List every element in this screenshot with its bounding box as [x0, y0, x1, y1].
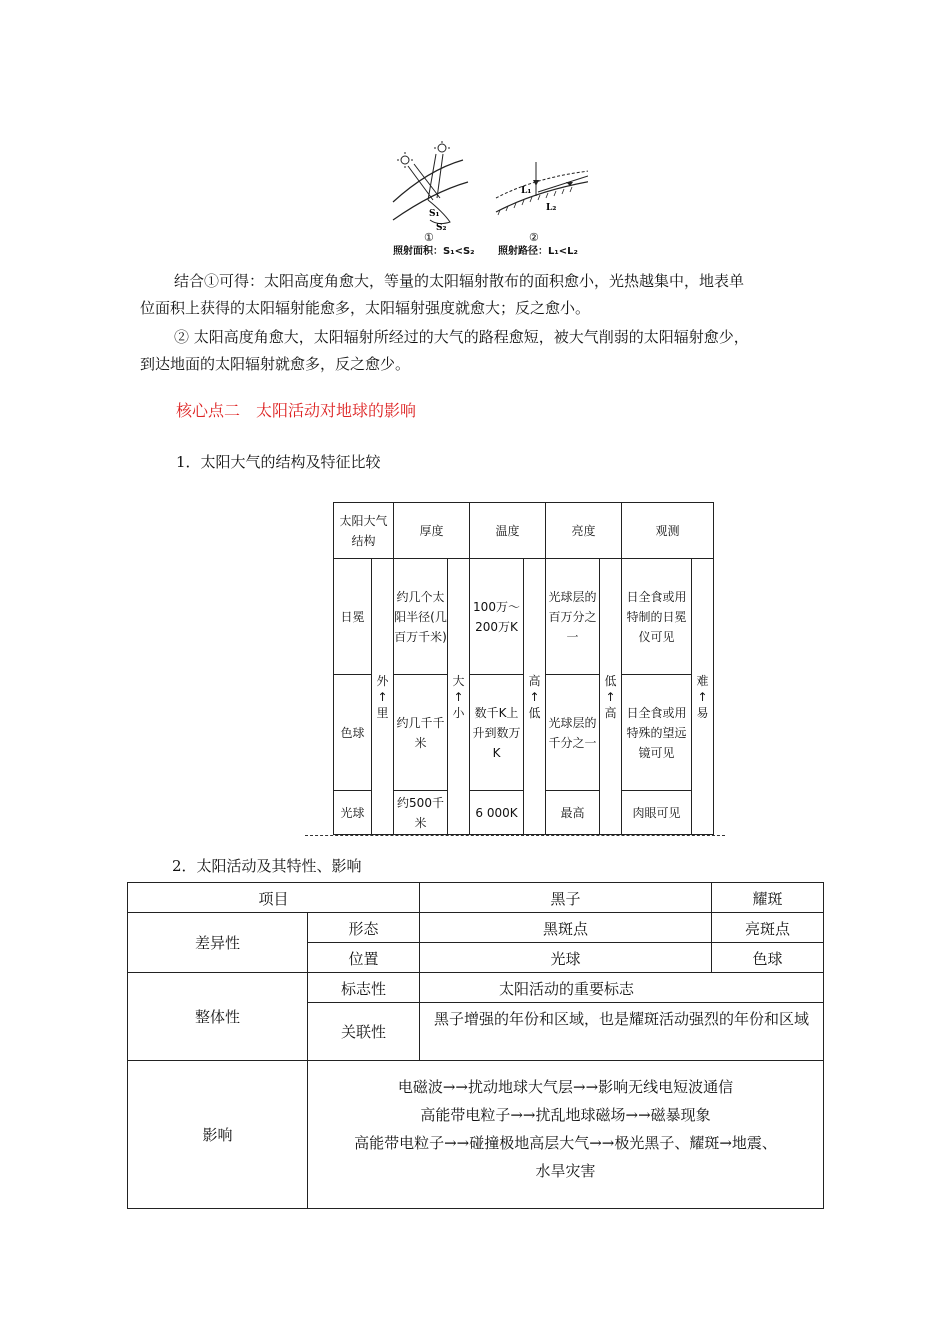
l2-label: L₂: [546, 203, 557, 213]
header-item: 项目: [128, 883, 420, 913]
arrow-high-low: 高↑低: [524, 559, 546, 835]
mark-label: 标志性: [308, 973, 420, 1003]
row-chromosphere-thickness: 约几千千米: [394, 675, 448, 791]
relation-text: 黑子增强的年份和区域，也是耀斑活动强烈的年份和区域: [420, 1003, 824, 1061]
impact-line-4: 水旱灾害: [535, 1162, 596, 1180]
arrow-low-high: 低↑高: [600, 559, 622, 835]
arrow-outer-inner: 外↑里: [372, 559, 394, 835]
row-chromosphere-bright: 光球层的千分之一: [546, 675, 600, 791]
p2-line1: ② 太阳高度角愈大，太阳辐射所经过的大气的路程愈短，被大气削弱的太阳辐射愈少，: [174, 328, 749, 346]
p1-line1: 结合①可得：太阳高度角愈大，等量的太阳辐射散布的面积愈小，光热越集中，地表单: [174, 272, 745, 290]
l1-label: L₁: [521, 186, 532, 196]
header-observation: 观测: [622, 503, 714, 559]
paragraph-2: [140, 324, 830, 378]
row-photosphere-bright: 最高: [546, 791, 600, 835]
shape-sunspot: 黑斑点: [420, 913, 712, 943]
header-structure: 太阳大气结构: [334, 503, 394, 559]
position-flare: 色球: [712, 943, 824, 973]
impact-text: [308, 1061, 824, 1209]
arrow-hard-easy: 难↑易: [692, 559, 714, 835]
p1-line2: 位面积上获得的太阳辐射能愈多，太阳辐射强度就愈大；反之愈小。: [140, 299, 591, 317]
whole-label: 整体性: [128, 973, 308, 1061]
impact-line-1: 电磁波→→扰动地球大气层→→影响无线电短波通信: [397, 1078, 734, 1096]
impact-line-2: 高能带电粒子→→扰乱地球磁场→→磁暴现象: [420, 1106, 711, 1124]
caption-path: 照射路径：L₁<L₂: [498, 246, 578, 257]
row-corona-observe: 日全食或用特制的日冕仪可见: [622, 559, 692, 675]
subheading-2: 2．太阳活动及其特性、影响: [172, 857, 362, 875]
section-heading: 核心点二 太阳活动对地球的影响: [176, 401, 417, 420]
position-label: 位置: [308, 943, 420, 973]
header-sunspot: 黑子: [420, 883, 712, 913]
impact-label: 影响: [128, 1061, 308, 1209]
shape-flare: 亮斑点: [712, 913, 824, 943]
row-chromosphere-observe: 日全食或用特殊的望远镜可见: [622, 675, 692, 791]
impact-line-3: 高能带电粒子→→碰撞极地高层大气→→极光黑子、耀斑→地震、: [354, 1134, 777, 1152]
row-photosphere-name: 光球: [334, 791, 372, 835]
solar-radiation-figure: [388, 140, 588, 260]
label-2: ②: [529, 231, 539, 244]
row-chromosphere-name: 色球: [334, 675, 372, 791]
row-photosphere-thickness: 约500千米: [394, 791, 448, 835]
position-sunspot: 光球: [420, 943, 712, 973]
diff-label: 差异性: [128, 913, 308, 973]
row-corona-thickness: 约几个太阳半径(几百万千米): [394, 559, 448, 675]
header-thickness: 厚度: [394, 503, 470, 559]
label-1: ①: [424, 231, 434, 244]
solar-activity-table: [127, 882, 824, 1209]
shape-label: 形态: [308, 913, 420, 943]
solar-atmosphere-table: [333, 502, 714, 835]
header-flare: 耀斑: [712, 883, 824, 913]
row-corona-bright: 光球层的百万分之一: [546, 559, 600, 675]
header-brightness: 亮度: [546, 503, 622, 559]
p2-line2: 到达地面的太阳辐射就愈多，反之愈少。: [140, 355, 411, 373]
row-corona-temp: 100万～200万K: [470, 559, 524, 675]
row-photosphere-observe: 肉眼可见: [622, 791, 692, 835]
s2-label: S₂: [436, 223, 447, 233]
arrow-big-small: 大↑小: [448, 559, 470, 835]
header-temperature: 温度: [470, 503, 546, 559]
subheading-1: 1．太阳大气的结构及特征比较: [176, 453, 381, 471]
mark-text: 太阳活动的重要标志: [420, 973, 824, 1003]
s1-label: S₁: [429, 209, 440, 219]
relation-label: 关联性: [308, 1003, 420, 1061]
paragraph-1: [140, 268, 830, 322]
row-chromosphere-temp: 数千K上升到数万K: [470, 675, 524, 791]
row-corona-name: 日冕: [334, 559, 372, 675]
dashed-divider: [305, 835, 725, 836]
row-photosphere-temp: 6 000K: [470, 791, 524, 835]
caption-area: 照射面积：S₁<S₂: [393, 246, 475, 257]
